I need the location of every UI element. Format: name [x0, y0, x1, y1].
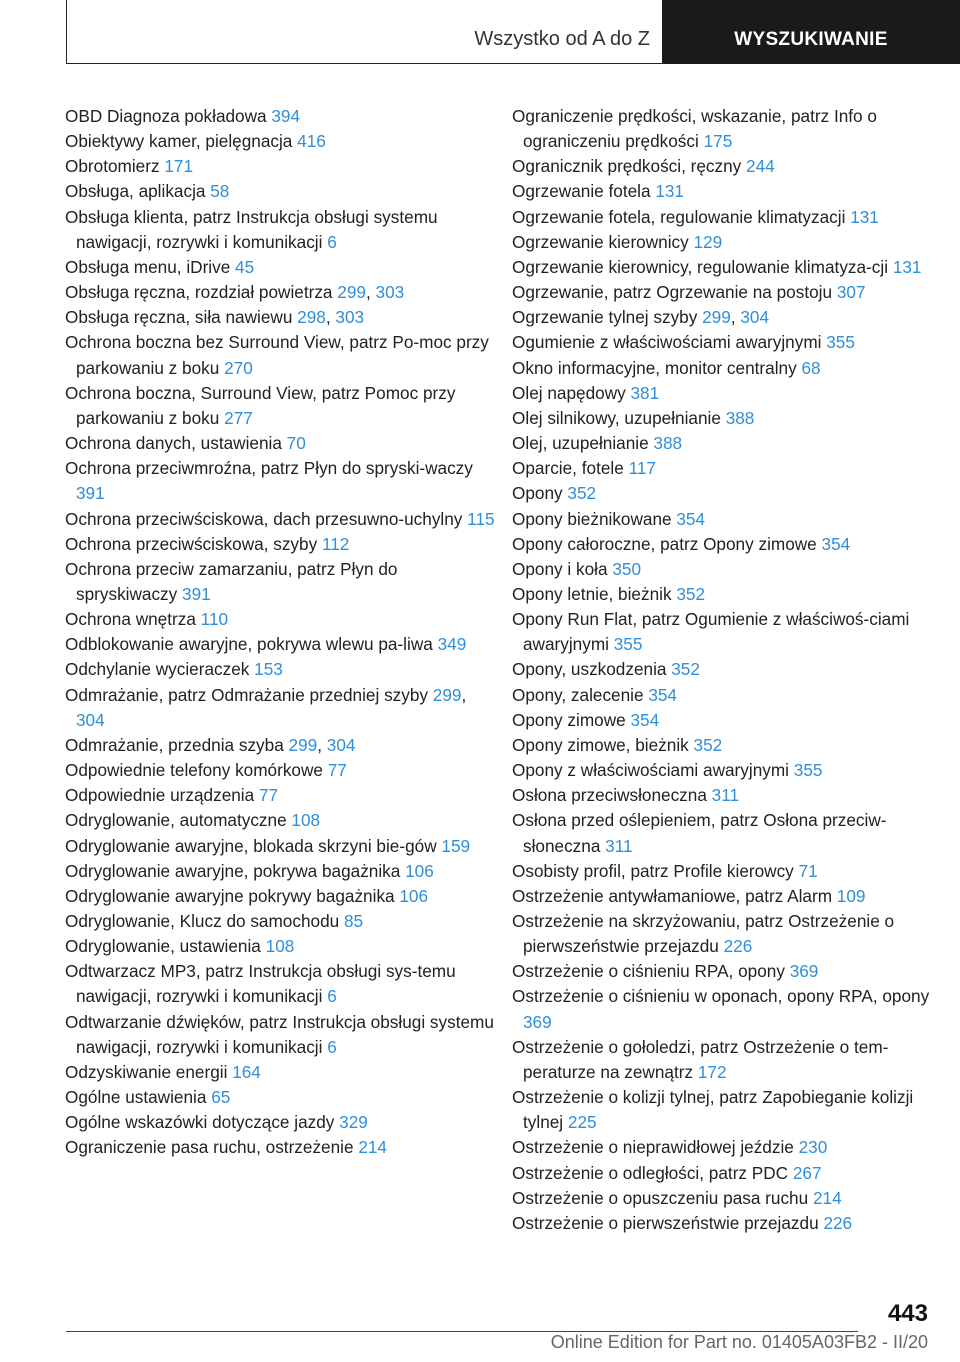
- page-separator: ,: [461, 684, 467, 705]
- index-entry-text: OBD Diagnoza pokładowa: [65, 106, 272, 126]
- page-link[interactable]: 354: [648, 684, 677, 705]
- index-entry-text: Ogrzewanie kierownicy: [512, 231, 694, 252]
- page-link[interactable]: 77: [258, 785, 279, 806]
- index-entry: [65, 607, 495, 632]
- index-entry-text: Ostrzeżenie o ciśnieniu RPA, opony: [512, 961, 790, 982]
- index-entry: [512, 481, 942, 506]
- page-link[interactable]: 230: [798, 1137, 828, 1158]
- index-entry-text: Odzyskiwanie energii: [65, 1061, 233, 1082]
- page-link[interactable]: 131: [655, 181, 684, 202]
- page-link[interactable]: 311: [711, 785, 740, 806]
- page-separator: ,: [325, 307, 336, 328]
- index-entry-text: Obsługa, aplikacja: [65, 181, 211, 202]
- index-entry: [512, 154, 942, 179]
- index-entry: [65, 1135, 495, 1160]
- index-entry: [512, 582, 942, 607]
- index-entry-text: Odmrażanie, przednia szyba: [65, 734, 289, 755]
- page-link[interactable]: 329: [339, 1112, 368, 1133]
- page-link[interactable]: 304: [740, 307, 770, 328]
- index-entry: [65, 657, 495, 682]
- page-link[interactable]: 303: [335, 307, 365, 328]
- page-link[interactable]: 369: [789, 961, 819, 982]
- index-entry: [512, 230, 942, 255]
- index-column-left: [65, 104, 495, 1161]
- page-link[interactable]: 355: [793, 760, 823, 781]
- index-entry: [512, 179, 942, 204]
- index-entry-text: Obiektywy kamer, pielęgnacja: [65, 131, 298, 152]
- page-link[interactable]: 267: [792, 1162, 822, 1183]
- index-entry-text: Odryglowanie, ustawienia: [65, 936, 266, 957]
- page-link[interactable]: 58: [210, 181, 230, 202]
- index-entry-text: Ostrzeżenie antywłamaniowe, patrz Alarm: [512, 885, 837, 906]
- footer-edition-text: Online Edition for Part no. 01405A03FB2 - II/20: [550, 1332, 928, 1352]
- index-entry: [512, 708, 942, 733]
- index-entry-text: Ochrona danych, ustawienia: [65, 433, 287, 454]
- page-link[interactable]: 349: [437, 634, 467, 655]
- page-number: 443: [887, 1300, 928, 1327]
- index-entry: [65, 1085, 495, 1110]
- index-entry: [512, 507, 942, 532]
- index-entry-text: Opony i koła: [512, 558, 613, 579]
- index-entry-text: Ogrzewanie fotela: [512, 181, 656, 202]
- index-entry-text: Opony, uszkodzenia: [512, 659, 672, 680]
- index-entry-text: Opony całoroczne, patrz Opony zimowe: [512, 533, 822, 554]
- index-entry: [512, 356, 942, 381]
- page-link[interactable]: 77: [327, 760, 347, 781]
- page-link[interactable]: 311: [605, 835, 633, 856]
- index-entry-text: Ostrzeżenie o odległości, patrz PDC: [512, 1162, 793, 1183]
- page-link[interactable]: 391: [182, 583, 211, 604]
- index-entry-text: Ogranicznik prędkości, ręczny: [512, 156, 747, 177]
- page-link[interactable]: 299: [337, 282, 366, 303]
- page-link[interactable]: 298: [297, 307, 326, 328]
- index-entry: [65, 909, 495, 934]
- page-link[interactable]: 226: [723, 936, 753, 957]
- index-entry-text: Ochrona wnętrza: [65, 609, 201, 630]
- page-link[interactable]: 171: [164, 156, 194, 177]
- page-link[interactable]: 369: [523, 1011, 552, 1032]
- header-search-tab[interactable]: WYSZUKIWANIE: [662, 0, 960, 64]
- page-link[interactable]: 71: [798, 860, 818, 881]
- index-entry-text: Opony z właściwościami awaryjnymi: [512, 760, 794, 781]
- index-entry: [512, 381, 942, 406]
- page-link[interactable]: 270: [224, 357, 253, 378]
- page-link[interactable]: 416: [297, 131, 326, 152]
- index-entry-text: Odryglowanie, Klucz do samochodu: [65, 911, 344, 931]
- index-entry: [65, 532, 495, 557]
- index-entry: [65, 758, 495, 783]
- index-entry: [65, 557, 495, 607]
- index-entry-text: Osłona przed oślepieniem, patrz Osłona przeciw-słoneczna: [512, 810, 887, 856]
- header-section-title: Wszystko od A do Z: [474, 28, 650, 50]
- page-link[interactable]: 106: [399, 885, 429, 906]
- page-separator: ,: [730, 307, 741, 328]
- index-entry-text: Odblokowanie awaryjne, pokrywa wlewu pa-liwa: [65, 634, 438, 655]
- index-entry-text: Osobisty profil, patrz Profile kierowcy: [512, 860, 799, 881]
- index-entry-text: Ogrzewanie fotela, regulowanie klimatyzacji: [512, 206, 851, 227]
- page-separator: ,: [365, 282, 376, 303]
- index-entry: [512, 657, 942, 682]
- index-entry-text: Ochrona boczna, Surround View, patrz Pomoc przy parkowaniu z boku: [65, 382, 456, 428]
- index-entry: [65, 205, 495, 255]
- index-entry-text: Odryglowanie awaryjne pokrywy bagażnika: [65, 885, 400, 906]
- index-entry-text: Opony zimowe: [512, 709, 631, 730]
- index-entry-text: Opony, zalecenie: [512, 684, 649, 705]
- index-entry: [65, 632, 495, 657]
- page-link[interactable]: 129: [693, 231, 723, 252]
- index-entry: [512, 959, 942, 984]
- page-link[interactable]: 381: [630, 382, 660, 403]
- index-entry-text: Odtwarzacz MP3, patrz Instrukcja obsługi sys-temu nawigacji, rozrywki i komunikacji: [65, 961, 456, 1007]
- index-entry-text: Opony zimowe, bieżnik: [512, 734, 694, 755]
- page-link[interactable]: 172: [697, 1061, 727, 1082]
- page-link[interactable]: 226: [823, 1212, 853, 1233]
- index-column-right: [512, 104, 942, 1236]
- page-link[interactable]: 299: [432, 684, 462, 705]
- index-entry-text: Opony letnie, bieżnik: [512, 583, 677, 604]
- index-entry-text: Olej napędowy: [512, 382, 631, 403]
- index-entry: [512, 1161, 942, 1186]
- index-entry: [512, 280, 942, 305]
- index-entry-text: Ostrzeżenie o gołoledzi, patrz Ostrzeżenie o tem-peraturze na zewnątrz: [512, 1036, 889, 1082]
- index-entry: [512, 758, 942, 783]
- index-entry-text: Ostrzeżenie o ciśnieniu w oponach, opony RPA, opony: [512, 986, 930, 1007]
- index-entry: [512, 683, 942, 708]
- page-link[interactable]: 391: [76, 483, 105, 504]
- page-link[interactable]: 65: [211, 1087, 231, 1108]
- index-entry-text: Osłona przeciwsłoneczna: [512, 785, 712, 806]
- index-entry: [65, 783, 495, 808]
- index-entry: [65, 456, 495, 506]
- index-entry: [65, 129, 495, 154]
- index-entry-text: Odpowiednie urządzenia: [65, 785, 259, 806]
- page-link[interactable]: 355: [826, 332, 855, 353]
- page-link[interactable]: 106: [405, 860, 434, 881]
- index-entry: [512, 431, 942, 456]
- page-link[interactable]: 6: [327, 231, 337, 252]
- page-link[interactable]: 307: [836, 282, 866, 303]
- page-link[interactable]: 68: [801, 357, 821, 378]
- index-entry-text: Ogrzewanie kierownicy, regulowanie klimatyza-cji: [512, 256, 893, 277]
- index-entry-text: Ograniczenie pasa ruchu, ostrzeżenie: [65, 1137, 359, 1158]
- index-entry: [65, 1010, 495, 1060]
- page-link[interactable]: 244: [746, 156, 775, 177]
- index-entry: [65, 859, 495, 884]
- index-entry: [65, 305, 495, 330]
- index-entry-text: Odryglowanie awaryjne, blokada skrzyni bie-gów: [65, 835, 442, 856]
- index-entry: [512, 783, 942, 808]
- index-entry: [512, 1186, 942, 1211]
- index-entry: [65, 683, 495, 733]
- index-entry: [65, 179, 495, 204]
- index-entry-text: Ogrzewanie, patrz Ogrzewanie na postoju: [512, 282, 837, 303]
- header-left-rule: [66, 0, 67, 64]
- page-link[interactable]: 153: [254, 659, 283, 680]
- index-entry: [512, 808, 942, 858]
- index-entry: [65, 834, 495, 859]
- index-entry: [512, 330, 942, 355]
- index-entry: [65, 1060, 495, 1085]
- index-entry: [512, 205, 942, 230]
- page-link[interactable]: 214: [358, 1137, 387, 1158]
- page-link[interactable]: 85: [343, 911, 364, 931]
- index-entry: [65, 808, 495, 833]
- index-entry: [512, 557, 942, 582]
- page-link[interactable]: 164: [232, 1061, 261, 1082]
- index-entry: [65, 507, 495, 532]
- page-link[interactable]: 355: [613, 634, 643, 655]
- index-entry-text: Ogólne ustawienia: [65, 1087, 212, 1108]
- page-link[interactable]: 299: [288, 734, 318, 755]
- index-entry-text: Odmrażanie, patrz Odmrażanie przedniej szyby: [65, 684, 433, 705]
- index-entry: [512, 456, 942, 481]
- page-link[interactable]: 45: [235, 256, 255, 277]
- index-entry-text: Okno informacyjne, monitor centralny: [512, 357, 802, 378]
- page-link[interactable]: 388: [725, 407, 755, 428]
- index-entry-text: Ochrona przeciwściskowa, szyby: [65, 533, 322, 554]
- page-link[interactable]: 225: [567, 1112, 597, 1133]
- index-entry-text: Opony Run Flat, patrz Ogumienie z właściwoś-ciami awaryjnymi: [512, 609, 910, 655]
- index-entry: [65, 431, 495, 456]
- index-entry: [512, 1085, 942, 1135]
- index-entry: [512, 255, 942, 280]
- page-link[interactable]: 394: [271, 106, 301, 126]
- index-entry: [65, 733, 495, 758]
- index-entry-text: Odpowiednie telefony komórkowe: [65, 760, 328, 781]
- page-link[interactable]: 131: [850, 206, 879, 227]
- index-entry: [512, 532, 942, 557]
- page-link[interactable]: 214: [812, 1187, 842, 1208]
- page-link[interactable]: 352: [676, 583, 706, 604]
- index-entry: [65, 104, 495, 129]
- index-entry-text: Obrotomierz: [65, 156, 165, 177]
- page-link[interactable]: 304: [76, 709, 105, 730]
- index-entry: [512, 1135, 942, 1160]
- page-link[interactable]: 388: [653, 433, 683, 454]
- index-entry-text: Ograniczenie prędkości, wskazanie, patrz Info o ograniczeniu prędkości: [512, 106, 877, 152]
- page-link[interactable]: 354: [821, 533, 851, 554]
- index-entry-text: Odchylanie wycieraczek: [65, 659, 255, 680]
- page-link[interactable]: 304: [326, 734, 356, 755]
- index-entry: [512, 305, 942, 330]
- page-link[interactable]: 6: [327, 986, 337, 1007]
- page-link[interactable]: 277: [224, 407, 253, 428]
- index-entry: [512, 909, 942, 959]
- index-entry: [65, 959, 495, 1009]
- index-entry-text: Ogólne wskazówki dotyczące jazdy: [65, 1112, 340, 1133]
- page-link[interactable]: 108: [291, 810, 321, 831]
- index-entry: [512, 1035, 942, 1085]
- page-link[interactable]: 303: [375, 282, 405, 303]
- index-entry: [65, 884, 495, 909]
- index-entry: [65, 934, 495, 959]
- page-link[interactable]: 117: [628, 458, 656, 479]
- index-entry-text: Ostrzeżenie o opuszczeniu pasa ruchu: [512, 1187, 813, 1208]
- index-entry-text: Opony bieżnikowane: [512, 508, 677, 529]
- index-entry-text: Ogumienie z właściwościami awaryjnymi: [512, 332, 827, 353]
- page-link[interactable]: 299: [702, 307, 731, 328]
- page-link[interactable]: 352: [671, 659, 700, 680]
- index-entry-text: Ochrona przeciwmroźna, patrz Płyn do spryski-waczy: [65, 458, 473, 479]
- index-entry-text: Ostrzeżenie o kolizji tylnej, patrz Zapobieganie kolizji tylnej: [512, 1087, 914, 1133]
- index-entry: [65, 381, 495, 431]
- page-link[interactable]: 112: [321, 533, 350, 554]
- page-link[interactable]: 350: [612, 558, 642, 579]
- index-entry-text: Olej, uzupełnianie: [512, 433, 654, 454]
- index-entry-text: Ostrzeżenie na skrzyżowaniu, patrz Ostrzeżenie o pierwszeństwie przejazdu: [512, 911, 895, 957]
- page-link[interactable]: 110: [200, 609, 229, 630]
- index-entry: [65, 255, 495, 280]
- page-link[interactable]: 354: [676, 508, 706, 529]
- page-link[interactable]: 354: [630, 709, 660, 730]
- index-entry: [65, 280, 495, 305]
- index-entry: [65, 1110, 495, 1135]
- index-entry: [512, 104, 942, 154]
- index-entry: [512, 859, 942, 884]
- index-entry-text: Ochrona przeciwściskowa, dach przesuwno-uchylny: [65, 508, 468, 529]
- index-entry: [65, 330, 495, 380]
- index-entry-text: Ostrzeżenie o pierwszeństwie przejazdu: [512, 1212, 824, 1233]
- page-link[interactable]: 6: [327, 1036, 337, 1057]
- index-entry-text: Odryglowanie awaryjne, pokrywa bagażnika: [65, 860, 406, 881]
- index-entry-text: Obsługa klienta, patrz Instrukcja obsługi systemu nawigacji, rozrywki i komunikacji: [65, 206, 438, 252]
- page-link[interactable]: 115: [467, 508, 495, 529]
- index-entry: [512, 1211, 942, 1236]
- index-entry-text: Ochrona przeciw zamarzaniu, patrz Płyn do spryskiwaczy: [65, 558, 398, 604]
- page-separator: ,: [317, 734, 327, 755]
- page-link[interactable]: 109: [836, 885, 866, 906]
- page-link[interactable]: 159: [441, 835, 471, 856]
- index-entry-text: Obsługa ręczna, siła nawiewu: [65, 307, 298, 328]
- index-entry-text: Odryglowanie, automatyczne: [65, 810, 292, 831]
- index-entry-text: Oparcie, fotele: [512, 458, 629, 479]
- index-entry-text: Obsługa ręczna, rozdział powietrza: [65, 282, 338, 303]
- index-entry: [512, 984, 942, 1034]
- index-entry-text: Ogrzewanie tylnej szyby: [512, 307, 703, 328]
- index-entry: [512, 607, 942, 657]
- index-entry-text: Obsługa menu, iDrive: [65, 256, 236, 277]
- index-entry: [512, 733, 942, 758]
- index-entry: [512, 884, 942, 909]
- index-entry: [65, 154, 495, 179]
- header-bottom-rule: [66, 63, 662, 64]
- page-link[interactable]: 70: [286, 433, 306, 454]
- page-link[interactable]: 352: [567, 483, 597, 504]
- index-entry-text: Ostrzeżenie o nieprawidłowej jeździe: [512, 1137, 799, 1158]
- index-entry: [512, 406, 942, 431]
- page-link[interactable]: 108: [265, 936, 295, 957]
- index-entry-text: Opony: [512, 483, 568, 504]
- page-link[interactable]: 131: [892, 256, 922, 277]
- page-link[interactable]: 352: [693, 734, 723, 755]
- index-entry-text: Odtwarzanie dźwięków, patrz Instrukcja obsługi systemu nawigacji, rozrywki i komunikacji: [65, 1011, 494, 1057]
- index-entry-text: Ochrona boczna bez Surround View, patrz Po-moc przy parkowaniu z boku: [65, 332, 489, 378]
- index-entry-text: Olej silnikowy, uzupełnianie: [512, 407, 726, 428]
- page-link[interactable]: 175: [703, 131, 733, 152]
